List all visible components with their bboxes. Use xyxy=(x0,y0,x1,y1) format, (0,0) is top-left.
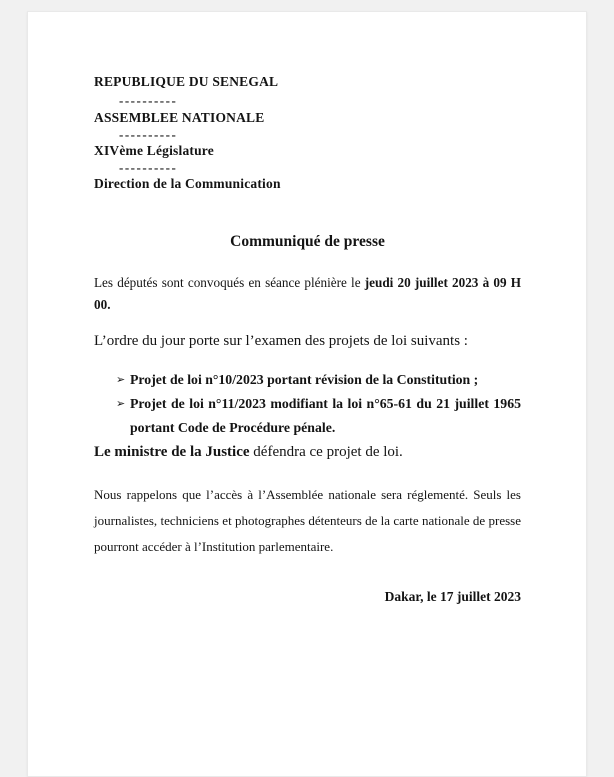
convocation-date-bold: jeudi 20 juillet 2023 à 09 H 00. xyxy=(94,275,521,312)
minister-bold: Le ministre de la Justice xyxy=(94,444,250,461)
minister-text: défendra ce projet de loi. xyxy=(249,444,403,461)
header-republic: REPUBLIQUE DU SENEGAL xyxy=(94,74,279,89)
law-bullet-list xyxy=(94,368,521,440)
press-release-page xyxy=(27,11,587,777)
access-notice-paragraph: Nous rappelons que l’accès à l’Assemblée nationale sera réglementé. Seuls les journalistes, techniciens et photographes détenteurs de la carte nationale de presse pourront accéder à l’Institution parlementaire. xyxy=(94,487,521,555)
header-separator: ---------- xyxy=(119,93,178,108)
arrow-bullet-icon: ➢ xyxy=(116,397,126,411)
dateline: Dakar, le 17 juillet 2023 xyxy=(384,589,521,605)
header-communication-direction: Direction de la Communication xyxy=(94,176,281,191)
law-item-constitution xyxy=(94,368,521,392)
arrow-bullet-icon: ➢ xyxy=(116,373,126,387)
law-item-text: Projet de loi n°11/2023 modifiant la loi n°65-61 du 21 juillet 1965 portant Code de Procédure pénale. xyxy=(130,396,521,436)
header-separator: ---------- xyxy=(119,127,178,142)
agenda-intro: L’ordre du jour porte sur l’examen des projets de loi suivants : xyxy=(94,333,468,350)
law-item-procedure-penale xyxy=(94,392,521,440)
header-assembly: ASSEMBLEE NATIONALE xyxy=(94,110,265,125)
convocation-paragraph xyxy=(94,272,521,316)
law-item-text: Projet de loi n°10/2023 portant révision de la Constitution ; xyxy=(130,372,479,388)
header-separator: ---------- xyxy=(119,160,178,175)
header-legislature: XIVème Législature xyxy=(94,143,214,158)
document-title: Communiqué de presse xyxy=(230,233,385,250)
convocation-text: Les députés sont convoqués en séance plénière le xyxy=(94,275,365,290)
minister-paragraph xyxy=(94,440,521,464)
page-content xyxy=(94,73,521,606)
